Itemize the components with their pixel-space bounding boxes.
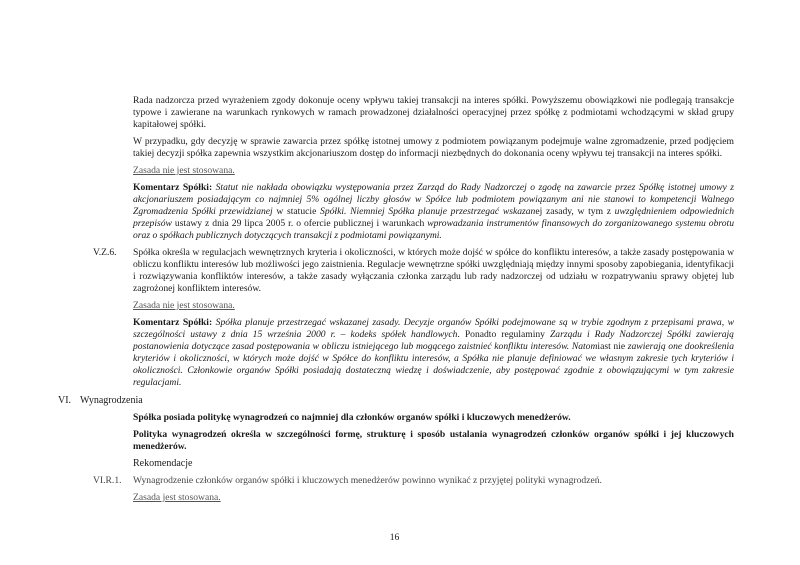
comment-text: w statucie [272, 206, 321, 217]
comment-text: Statut nie nakłada obowiązku występowania przez Zarząd do Rady Nadzorczej o zgodę na zawarcie przez Spółkę istotnej umowy z akcjonariuszem posiadającym co najmniej 5% ogólnej liczby głosów w Spółce lub podmiotem powiązanym ani nie stanowi to kompetencji Walnego Zgromadzenia Spółki przewidzianej [133, 182, 734, 217]
company-comment [133, 317, 734, 389]
rule-label: VI.R.1. [93, 475, 122, 486]
rule-text: Wynagrodzenie członków organów spółki i kluczowych menedżerów powinno wynikać z przyjętej polityki wynagrodzeń. [133, 475, 602, 486]
rule-v-z-6 [93, 247, 734, 295]
comment-text: uwzględnieniem odpowiednich przepisów [133, 206, 734, 229]
section-title: Wynagrodzenia [80, 395, 143, 406]
status-not-applied: Zasada nie jest stosowana. [133, 300, 235, 311]
status-not-applied: Zasada nie jest stosowana. [133, 165, 235, 176]
comment-text: ej zasady, w tym z [535, 206, 615, 217]
rule-vi-r-1 [93, 475, 734, 487]
comment-text: Zarządu i Rady Nadzorczej Spółki zawierają postanowienia dotyczące zasad postępowania w obliczu istniejącego lub mogącego zaistnieć konfliktu interesów. Natom [133, 329, 734, 352]
comment-label: Komentarz Spółki: [133, 317, 213, 328]
comment-text: ustawy z dnia 29 lipca 2005 r. o ofercie publicznej i warunkach [171, 218, 428, 229]
comment-label: Komentarz Spółki: [133, 182, 213, 193]
rule-label: V.Z.6. [93, 247, 117, 258]
page-content [58, 95, 735, 544]
principle: Polityka wynagrodzeń określa w szczególności formę, strukturę i sposób ustalania wynagrodzeń członków organów spółki i jej kluczowych menedżerów. [133, 429, 734, 452]
page-number: 16 [389, 532, 400, 543]
principle: Spółka posiada politykę wynagrodzeń co najmniej dla członków organów spółki i kluczowych menedżerów. [133, 412, 571, 423]
subsection-title: Rekomendacje [133, 458, 193, 469]
section-heading [58, 395, 734, 407]
status-applied: Zasada jest stosowana. [133, 492, 221, 503]
comment-text: . Ponadto regulaminy [457, 329, 550, 340]
paragraph: W przypadku, gdy decyzję w sprawie zawarcia przez spółkę istotnej umowy z podmiotem powiązanym podejmuje walne zgromadzenie, przed podjęciem takiej decyzji spółka zapewnia wszystkim akcjonariuszom dostęp do informacji niezbędnych do dokonania oceny wpływu tej transakcji na interes spółki. [133, 136, 734, 159]
section-number: VI. [58, 395, 72, 406]
rule-text: Spółka określa w regulacjach wewnętrznych kryteria i okoliczności, w których może dojść w spółce do konfliktu interesów, a także zasady postępowania w obliczu konfliktu interesów lub możliwości jego zaistnienia. Regulacje wewnętrzne spółki uwzględniają między innymi sposoby zapobiegania, identyfikacji i rozwiązywania konfliktów interesów, a także zasady wyłączania członka zarządu lub rady nadzorczej od udziału w rozpatrywaniu sprawy objętej lub zagrożonej konfliktem interesów. [133, 247, 734, 294]
comment-text: Spółka planuje przestrzegać wskazanej zasady. Decyzje organów Spółki podejmowane są w trybie zgodnym z przepisami prawa, w szczególności ustawy z dnia 15 września 2000 r. – kodeks spółek handlowych [133, 317, 734, 340]
comment-text: wprowadzania instrumentów finansowych do zorganizowanego systemu obrotu oraz o spółkach publicznych dotyczących transakcji z podmiotami powiązanymi. [133, 218, 734, 241]
paragraph: Rada nadzorcza przed wyrażeniem zgody dokonuje oceny wpływu takiej transakcji na interes spółki. Powyższemu obowiązkowi nie podlegają transakcje typowe i zawierane na warunkach rynkowych w ramach prowadzonej działalności operacyjnej przez spółkę z podmiotami wchodzącymi w skład grupy kapitałowej spółki. [133, 95, 734, 130]
comment-text: iast nie [597, 341, 628, 352]
comment-text: zawierają one dookreślenia kryteriów i okoliczności, w których może dojść w Spółce do konfliktu interesów, a Spółka nie planuje definiować we własnym zakresie tych kryteriów i okoliczności. Członkowie organów Spółki posiadają dostateczną wiedzę i doświadczenie, aby postępować zgodnie z obowiązującymi w tym zakresie regulacjami. [133, 341, 735, 388]
company-comment [133, 182, 734, 242]
comment-text: Spółki. Niemniej Spółka planuje przestrzegać wskazan [320, 206, 536, 217]
